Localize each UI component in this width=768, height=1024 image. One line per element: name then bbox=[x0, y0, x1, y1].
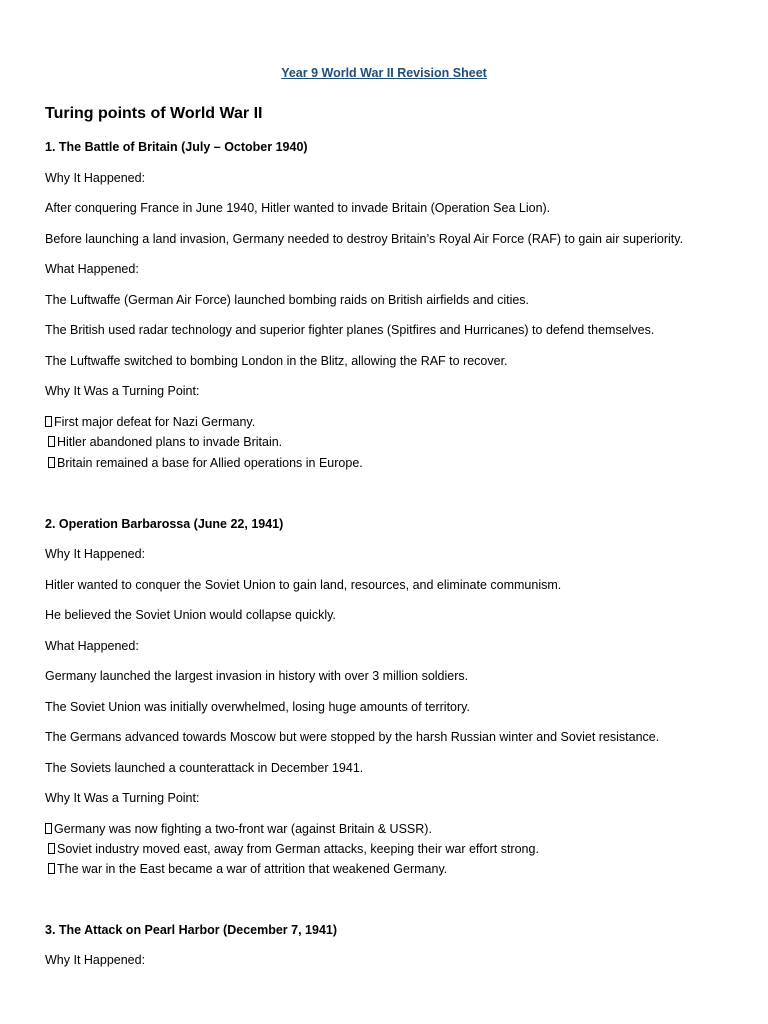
checkbox-glyph-icon bbox=[48, 863, 55, 874]
bullet-item bbox=[45, 841, 539, 857]
bullet-text: Soviet industry moved east, away from German attacks, keeping their war effort strong. bbox=[57, 842, 539, 856]
paragraph: Before launching a land invasion, Germany needed to destroy Britain’s Royal Air Force (RAF) to gain air superiority. bbox=[45, 232, 684, 246]
bullet-item bbox=[45, 455, 363, 471]
bullet-text: First major defeat for Nazi Germany. bbox=[54, 415, 256, 429]
paragraph: The Luftwaffe switched to bombing London in the Blitz, allowing the RAF to recover. bbox=[45, 354, 508, 368]
checkbox-glyph-icon bbox=[48, 457, 55, 468]
subheading-why: Why It Happened: bbox=[45, 171, 146, 185]
bullet-item bbox=[45, 821, 432, 837]
main-heading: Turing points of World War II bbox=[45, 105, 263, 122]
bullet-item bbox=[45, 414, 255, 430]
paragraph: The Soviet Union was initially overwhelmed, losing huge amounts of territory. bbox=[45, 700, 470, 714]
bullet-text: Britain remained a base for Allied operations in Europe. bbox=[57, 456, 363, 470]
subheading-turning-point: Why It Was a Turning Point: bbox=[45, 791, 200, 805]
checkbox-glyph-icon bbox=[45, 823, 52, 834]
bullet-text: Germany was now fighting a two-front war (against Britain & USSR). bbox=[54, 822, 432, 836]
section-heading: 2. Operation Barbarossa (June 22, 1941) bbox=[45, 517, 284, 531]
checkbox-glyph-icon bbox=[45, 416, 52, 427]
bullet-item bbox=[45, 861, 447, 877]
subheading-what: What Happened: bbox=[45, 639, 139, 653]
bullet-text: Hitler abandoned plans to invade Britain. bbox=[57, 435, 283, 449]
bullet-text: The war in the East became a war of attrition that weakened Germany. bbox=[57, 862, 448, 876]
subheading-why: Why It Happened: bbox=[45, 547, 146, 561]
subheading-what: What Happened: bbox=[45, 262, 139, 276]
paragraph: He believed the Soviet Union would collapse quickly. bbox=[45, 608, 336, 622]
paragraph: After conquering France in June 1940, Hitler wanted to invade Britain (Operation Sea Lion). bbox=[45, 201, 551, 215]
section-heading: 3. The Attack on Pearl Harbor (December 7, 1941) bbox=[45, 923, 338, 937]
paragraph: Germany launched the largest invasion in history with over 3 million soldiers. bbox=[45, 669, 469, 683]
checkbox-glyph-icon bbox=[48, 436, 55, 447]
paragraph: The Germans advanced towards Moscow but were stopped by the harsh Russian winter and Soviet resistance. bbox=[45, 730, 660, 744]
subheading-turning-point: Why It Was a Turning Point: bbox=[45, 384, 200, 398]
section-heading: 1. The Battle of Britain (July – October 1940) bbox=[45, 140, 308, 154]
paragraph: The British used radar technology and superior fighter planes (Spitfires and Hurricanes) to defend themselves. bbox=[45, 323, 655, 337]
paragraph: Hitler wanted to conquer the Soviet Union to gain land, resources, and eliminate communism. bbox=[45, 578, 562, 592]
subheading-why: Why It Happened: bbox=[45, 953, 146, 967]
paragraph: The Luftwaffe (German Air Force) launched bombing raids on British airfields and cities. bbox=[45, 293, 530, 307]
paragraph: The Soviets launched a counterattack in December 1941. bbox=[45, 761, 364, 775]
document-title[interactable]: Year 9 World War II Revision Sheet bbox=[281, 66, 487, 80]
checkbox-glyph-icon bbox=[48, 843, 55, 854]
bullet-item bbox=[45, 434, 282, 450]
